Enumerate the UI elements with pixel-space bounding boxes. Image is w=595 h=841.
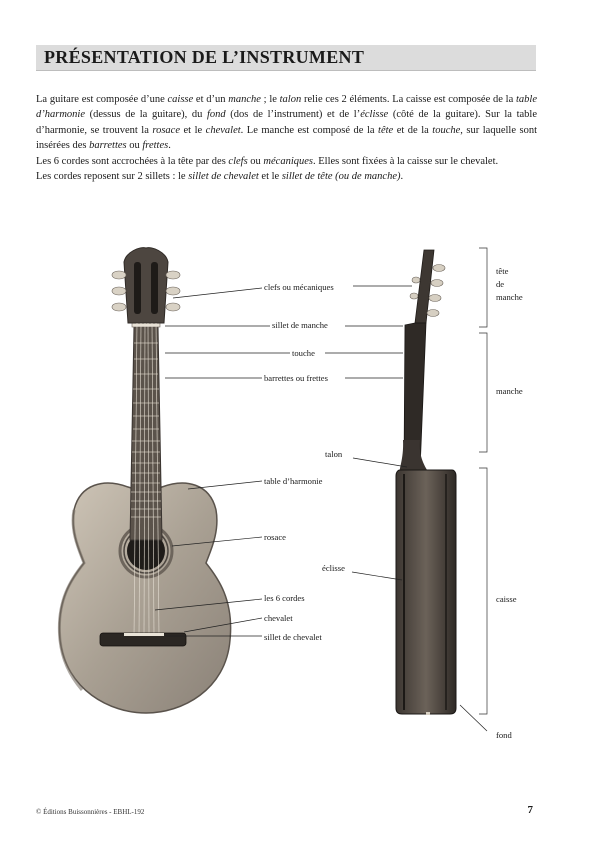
text-run: (dos de l’instrument) et de l’	[225, 109, 361, 121]
text-run: (dessus de la guitare), du	[85, 109, 207, 121]
emphasis-term: manche	[228, 94, 261, 105]
emphasis-term: chevalet	[205, 124, 241, 136]
emphasis-term: touche	[432, 124, 461, 136]
label-rosace: rosace	[264, 532, 286, 542]
text-run: ou	[247, 155, 264, 167]
emphasis-term: frettes	[142, 140, 169, 152]
label-table: table d’harmonie	[264, 476, 323, 486]
text-run: . Elles sont fixées à la caisse sur le chevalet.	[313, 155, 499, 167]
headstock-front	[124, 248, 168, 323]
label-cordes: les 6 cordes	[264, 593, 305, 603]
guitar-side-view	[396, 250, 456, 715]
emphasis-term: barrettes	[89, 140, 127, 152]
page-number: 7	[527, 804, 533, 816]
label-sillet-chevalet: sillet de chevalet	[264, 632, 322, 642]
guitar-front-view	[59, 248, 230, 713]
emphasis-term: talon	[279, 94, 302, 105]
bracket-label-tete-1: tête	[496, 266, 509, 276]
text-run: .	[400, 171, 404, 183]
text-run: et de la	[393, 124, 433, 136]
emphasis-term: sillet de chevalet	[188, 171, 259, 183]
emphasis-term: éclisse	[360, 109, 389, 121]
emphasis-term: sillet de tête (ou de manche)	[281, 171, 401, 183]
text-run: ; le	[260, 94, 280, 105]
text-run: et d’un	[193, 94, 229, 105]
emphasis-term: caisse	[167, 94, 194, 105]
page-title: PRÉSENTATION DE L’INSTRUMENT	[44, 47, 365, 67]
text-run: et le	[179, 124, 206, 136]
text-run: La guitare est composée d’une	[36, 94, 168, 105]
bracket-label-caisse: caisse	[496, 594, 517, 604]
saddle-front	[124, 633, 164, 636]
bracket-label-manche: manche	[496, 386, 523, 396]
text-run: , sur laquelle sont insérées des	[36, 124, 537, 152]
label-touche: touche	[292, 348, 315, 358]
label-talon: talon	[325, 449, 343, 459]
bracket-label-fond: fond	[496, 730, 512, 740]
label-barrettes: barrettes ou frettes	[264, 373, 328, 383]
text-run: relie ces 2 éléments. La caisse est composée de la	[301, 94, 516, 105]
text-run: et le	[258, 171, 282, 183]
emphasis-term: rosace	[152, 124, 180, 136]
label-sillet-manche: sillet de manche	[272, 320, 328, 330]
brackets	[479, 248, 487, 714]
emphasis-term: fond	[207, 109, 226, 121]
heel-side	[400, 440, 430, 474]
footer-copyright: © Éditions Buissonnières - EBHL-192	[36, 808, 145, 816]
emphasis-term: tête	[378, 124, 394, 136]
emphasis-term: mécaniques	[263, 155, 313, 167]
text-run: Les cordes reposent sur 2 sillets : le	[36, 171, 189, 183]
text-run: ou	[126, 140, 143, 152]
label-eclisse: éclisse	[322, 563, 345, 573]
label-chevalet: chevalet	[264, 613, 293, 623]
text-run: . Le manche est composé de la	[240, 124, 379, 136]
text-run: .	[168, 140, 171, 152]
text-run: (côté de la guitare). Sur la table d’harmonie, se trouvent la	[36, 109, 537, 136]
text-run: Les 6 cordes sont accrochées à la tête par des	[36, 155, 229, 167]
label-clefs: clefs ou mécaniques	[264, 282, 334, 292]
emphasis-term: table d’harmonie	[36, 94, 537, 121]
bracket-label-tete-3: manche	[496, 292, 523, 302]
emphasis-term: clefs	[228, 155, 248, 167]
bracket-label-tete-2: de	[496, 279, 505, 289]
